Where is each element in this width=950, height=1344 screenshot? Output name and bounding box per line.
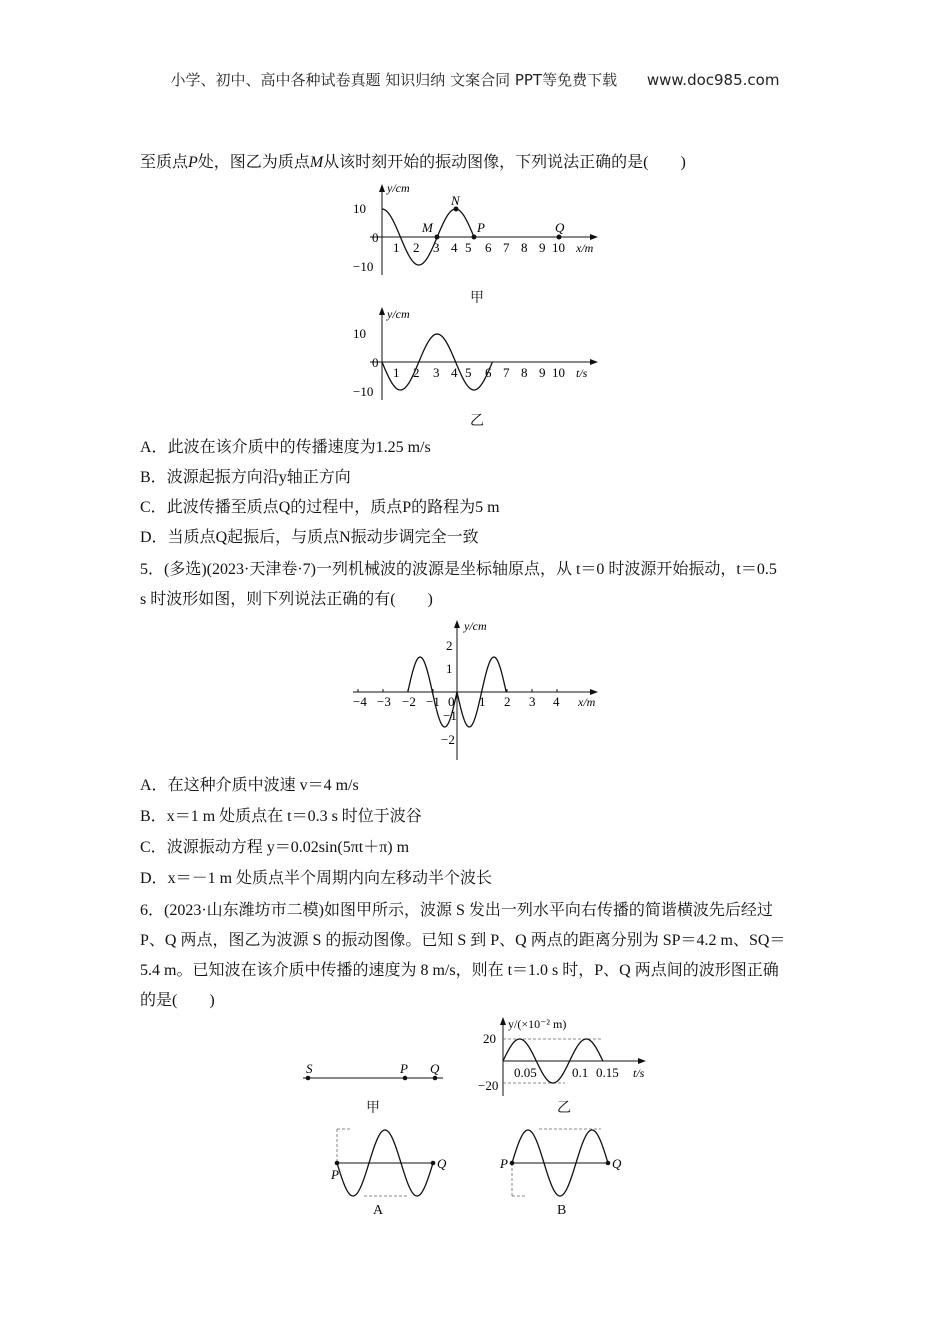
q6-stem-4: 的是( ) <box>140 992 215 1009</box>
svg-text:t/s: t/s <box>633 1066 645 1080</box>
svg-text:1: 1 <box>479 694 486 709</box>
svg-text:1: 1 <box>446 661 453 676</box>
q6-stem-1: 6．(2023·山东潍坊市二模)如图甲所示，波源 S 发出一列水平向右传播的简谐横波先后经过 <box>140 902 773 919</box>
svg-text:2: 2 <box>413 365 420 380</box>
svg-text:Q: Q <box>612 1156 622 1171</box>
q6-figure-jia <box>298 1058 448 1088</box>
q6-option-a-figure <box>325 1125 460 1203</box>
svg-text:9: 9 <box>539 365 546 380</box>
svg-text:2: 2 <box>413 240 420 255</box>
q4-intro: 至质点P处，图乙为质点M从该时刻开始的振动图像，下列说法正确的是( ) <box>140 154 686 171</box>
svg-text:2: 2 <box>446 638 453 653</box>
q5-figure <box>345 615 610 765</box>
q6-stem-3: 5.4 m。已知波在该介质中传播的速度为 8 m/s，则在 t＝1.0 s 时，P、Q 两点间的波形图正确 <box>140 962 779 979</box>
q4-option-b: B．波源起振方向沿y轴正方向 <box>140 469 351 486</box>
svg-text:0.15: 0.15 <box>596 1065 619 1080</box>
point-p <box>472 235 477 240</box>
caption-jia: 甲 <box>366 1101 380 1116</box>
svg-text:S: S <box>306 1061 313 1076</box>
q4-figure-jia <box>350 180 610 280</box>
svg-text:1: 1 <box>393 240 400 255</box>
q5-stem-2: s 时波形如图，则下列说法正确的有( ) <box>140 591 433 608</box>
svg-text:10: 10 <box>552 240 565 255</box>
svg-text:4: 4 <box>451 365 458 380</box>
svg-text:5: 5 <box>465 365 472 380</box>
svg-text:P: P <box>400 1061 408 1076</box>
svg-text:7: 7 <box>503 365 510 380</box>
svg-text:−1: −1 <box>443 708 457 723</box>
svg-text:M: M <box>422 220 433 235</box>
svg-text:8: 8 <box>521 240 528 255</box>
ylabel: y/cm <box>387 307 410 321</box>
ylabel: y/cm <box>387 181 410 195</box>
svg-text:0: 0 <box>448 694 455 709</box>
caption-a: A <box>373 1203 384 1218</box>
svg-text:0: 0 <box>372 355 379 370</box>
svg-text:6: 6 <box>485 365 492 380</box>
svg-text:y/cm: y/cm <box>464 619 487 633</box>
ytick: −10 <box>353 259 374 274</box>
svg-text:P: P <box>477 220 485 235</box>
q5-option-c: C．波源振动方程 y＝0.02sin(5πt＋π) m <box>140 839 410 856</box>
svg-text:Q: Q <box>437 1156 447 1171</box>
header-site: www.doc985.com <box>646 71 780 89</box>
q4-option-a: A．此波在该介质中的传播速度为1.25 m/s <box>140 439 431 456</box>
svg-text:4: 4 <box>451 240 458 255</box>
q5-option-b: B．x＝1 m 处质点在 t＝0.3 s 时位于波谷 <box>140 808 422 825</box>
ytick: 0 <box>372 230 379 245</box>
q6-stem-2: P、Q 两点，图乙为波源 S 的振动图像。已知 S 到 P、Q 两点的距离分别为 SP＝4.2 m、SQ＝ <box>140 932 786 949</box>
svg-text:−10: −10 <box>353 384 374 399</box>
q6-option-b-figure <box>497 1125 632 1203</box>
ytick: 10 <box>353 201 366 216</box>
svg-text:2: 2 <box>504 694 511 709</box>
xlabel: x/m <box>576 241 594 255</box>
svg-text:3: 3 <box>433 365 440 380</box>
q4-option-d: D．当质点Q起振后，与质点N振动步调完全一致 <box>140 529 479 546</box>
svg-text:−3: −3 <box>377 694 391 709</box>
svg-text:y/(×10⁻² m): y/(×10⁻² m) <box>508 1017 567 1031</box>
svg-text:3: 3 <box>529 694 536 709</box>
point-m <box>435 235 440 240</box>
svg-text:20: 20 <box>483 1031 496 1046</box>
svg-text:t/s: t/s <box>576 366 588 380</box>
svg-text:N: N <box>451 193 460 208</box>
caption-yi: 乙 <box>557 1101 571 1116</box>
svg-text:0.1: 0.1 <box>572 1065 589 1080</box>
q5-option-d: D．x＝－1 m 处质点半个周期内向左移动半个波长 <box>140 870 493 887</box>
svg-text:6: 6 <box>485 240 492 255</box>
caption-b: B <box>557 1203 567 1218</box>
point-q <box>557 235 562 240</box>
q5-stem-1: 5．(多选)(2023·天津卷·7)一列机械波的波源是坐标轴原点，从 t＝0 时波源开始振动，t＝0.5 <box>140 561 777 578</box>
page-header <box>0 69 950 90</box>
svg-text:−20: −20 <box>478 1078 499 1093</box>
svg-text:P: P <box>500 1156 508 1171</box>
svg-text:10: 10 <box>552 365 565 380</box>
svg-text:Q: Q <box>555 220 565 235</box>
q4-option-c: C．此波传播至质点Q的过程中，质点P的路程为5 m <box>140 499 500 516</box>
svg-text:1: 1 <box>393 365 400 380</box>
q5-option-a: A．在这种介质中波速 v＝4 m/s <box>140 777 359 794</box>
q6-figure-yi <box>468 1014 653 1099</box>
svg-text:5: 5 <box>465 240 472 255</box>
q4-figure-yi <box>350 305 610 405</box>
svg-text:−4: −4 <box>353 694 367 709</box>
svg-text:7: 7 <box>503 240 510 255</box>
header-text: 小学、初中、高中各种试卷真题 知识归纳 文案合同 PPT等免费下载 <box>170 71 618 89</box>
svg-text:Q: Q <box>430 1061 440 1076</box>
svg-text:9: 9 <box>539 240 546 255</box>
svg-text:−2: −2 <box>402 694 416 709</box>
svg-text:x/m: x/m <box>578 695 596 709</box>
svg-text:−2: −2 <box>441 732 455 747</box>
xticks <box>393 240 565 255</box>
svg-text:10: 10 <box>353 326 366 341</box>
svg-text:P: P <box>331 1167 339 1182</box>
svg-text:−1: −1 <box>426 694 440 709</box>
svg-text:3: 3 <box>433 240 440 255</box>
caption-yi: 乙 <box>470 414 484 429</box>
caption-jia: 甲 <box>470 291 484 306</box>
svg-text:4: 4 <box>553 694 560 709</box>
svg-text:8: 8 <box>521 365 528 380</box>
svg-text:0.05: 0.05 <box>514 1065 537 1080</box>
